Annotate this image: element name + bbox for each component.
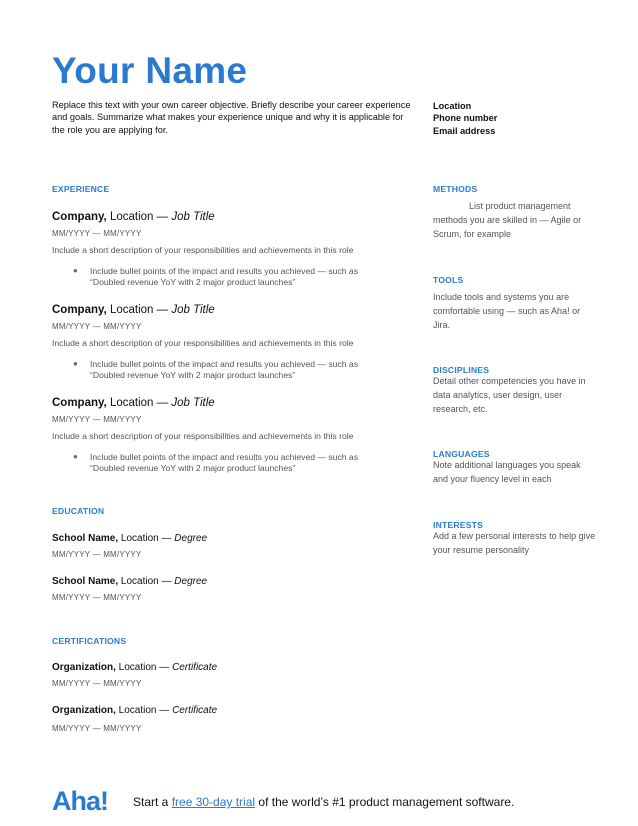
job-title: Job Title [171,304,215,316]
job-title-line [52,211,215,223]
job-title: Job Title [171,211,215,223]
disciplines-heading: DISCIPLINES [433,365,490,375]
job-dates: MM/YYYY — MM/YYYY [52,415,142,424]
methods-text: List product management methods you are skilled in — Agile or Scrum, for example [433,201,582,239]
job-dates: MM/YYYY — MM/YYYY [52,229,142,238]
bullet-dot-icon: ● [73,452,78,461]
bullet-dot-icon: ● [73,359,78,368]
certification-location: Location — [115,662,173,673]
job-bullet: ● Include bullet points of the impact and results you achieved — such as “Doubled revenue YoY with 2 major product launches” [73,452,358,473]
job-location: Location — [106,397,172,409]
certification-dates: MM/YYYY — MM/YYYY [52,724,142,733]
school-dates: MM/YYYY — MM/YYYY [52,593,142,602]
job-description: Include a short description of your responsibilities and achievements in this role [52,431,354,441]
tools-heading: TOOLS [433,275,464,285]
tools-text: Include tools and systems you are comfortable using — such as Aha! or Jira. [433,292,581,330]
degree: Degree [174,533,208,544]
job-location: Location — [106,211,172,223]
bullet-dot-icon: ● [73,266,78,275]
contact-email: Email address [433,125,496,136]
career-objective: Replace this text with your own career objective. Briefly describe your career experience and goals. Summarize what makes your experience unique and why it is applicable for the role you are applying for. [52,100,411,135]
job-title-line [52,397,215,409]
contact-block [433,100,497,137]
methods-heading: METHODS [433,184,478,194]
free-trial-link[interactable]: free 30-day trial [171,795,256,809]
job-location: Location — [106,304,172,316]
footer [52,786,612,816]
school-location: Location — [118,576,175,587]
job-title: Job Title [171,397,215,409]
certification-line [52,662,217,673]
job-bullet: ● Include bullet points of the impact and results you achieved — such as “Doubled revenue YoY with 2 major product launches” [73,266,358,287]
contact-phone: Phone number [433,113,498,124]
job-dates: MM/YYYY — MM/YYYY [52,322,142,331]
degree: Degree [174,576,208,587]
certificate: Certificate [172,662,218,673]
organization-name: Organization, [52,705,116,716]
school-name: School Name, [52,533,119,544]
certification-location: Location — [115,705,173,716]
job-bullet: ● Include bullet points of the impact and results you achieved — such as “Doubled revenue YoY with 2 major product launches” [73,359,358,380]
footer-prefix: Start a [133,795,172,809]
resume-name: Your Name [52,50,248,91]
footer-suffix: of the world’s #1 product management software. [255,795,515,809]
languages-text: Note additional languages you speak and your fluency level in each [433,460,581,484]
contact-location: Location [433,101,472,111]
company-name: Company, [52,304,107,316]
organization-name: Organization, [52,662,116,673]
school-line [52,576,207,587]
school-line [52,533,207,544]
footer-promo [133,795,514,809]
job-description: Include a short description of your responsibilities and achievements in this role [52,245,354,255]
education-heading: EDUCATION [52,506,105,516]
interests-text: Add a few personal interests to help give your resume personality [433,531,596,555]
company-name: Company, [52,397,107,409]
languages-heading: LANGUAGES [433,449,490,459]
experience-heading: EXPERIENCE [52,184,110,194]
job-title-line [52,304,215,316]
aha-logo: Aha! [52,786,108,816]
certification-dates: MM/YYYY — MM/YYYY [52,679,142,688]
job-description: Include a short description of your responsibilities and achievements in this role [52,338,354,348]
interests-heading: INTERESTS [433,520,484,530]
certification-line [52,705,217,716]
school-dates: MM/YYYY — MM/YYYY [52,550,142,559]
certifications-heading: CERTIFICATIONS [52,636,127,646]
school-name: School Name, [52,576,119,587]
disciplines-text: Detail other competencies you have in data analytics, user design, user research, etc. [433,376,586,414]
company-name: Company, [52,211,107,223]
school-location: Location — [118,533,175,544]
certificate: Certificate [172,705,218,716]
